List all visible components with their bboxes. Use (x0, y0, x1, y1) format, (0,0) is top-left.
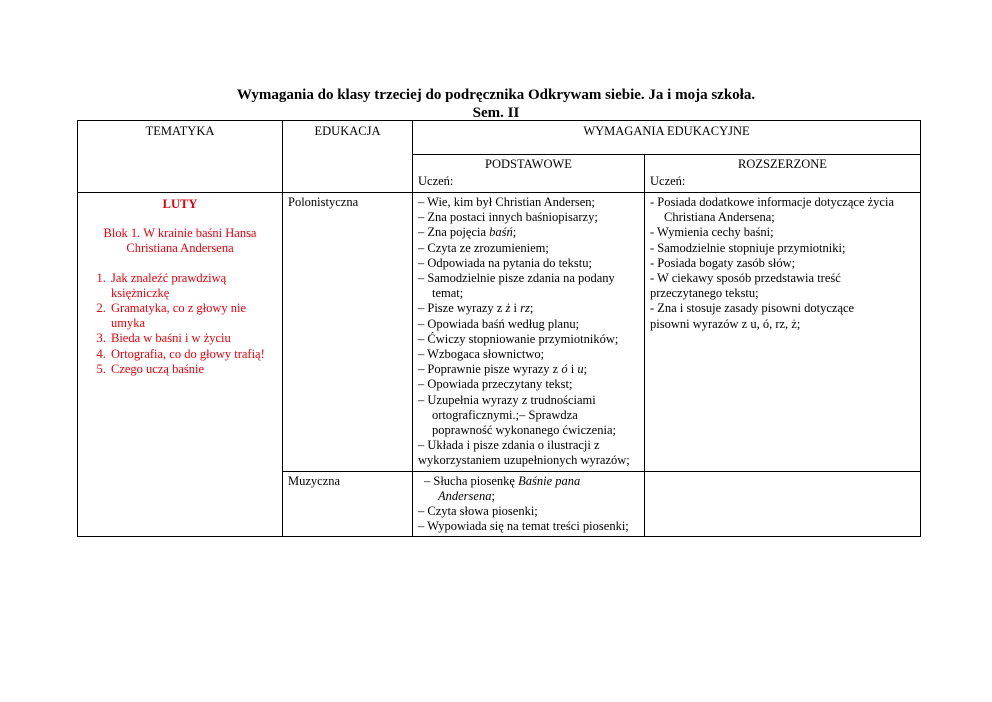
list-item: – Samodzielnie pisze zdania na podany temat; (418, 271, 615, 301)
topic-item: 2. Gramatyka, co z głowy nie umyka (109, 301, 277, 331)
text-line: przeczytanego tekstu; (650, 286, 759, 301)
podstawowe-list-muzyczna (418, 474, 639, 504)
podstawowe-polonistyczna (413, 193, 645, 472)
document-title: Wymagania do klasy trzeciej do podręcznika Odkrywam siebie. Ja i moja szkoła. (236, 87, 756, 103)
block-title: Blok 1. W krainie baśni Hansa Christiana Andersena (103, 226, 257, 256)
list-item: – Zna pojęcia baśń; (418, 225, 517, 240)
rozszerzone-polonistyczna (645, 193, 921, 472)
list-item-last: – Układa i pisze zdania o ilustracji z wykorzystaniem uzupełnionych wyrazów; (418, 438, 630, 468)
topic-item: 3. Bieda w baśni i w życiu (109, 331, 277, 346)
list-item: – Odpowiada na pytania do tekstu; (418, 255, 592, 270)
list-item: – Opowiada przeczytany tekst; (418, 377, 573, 392)
rozszerzone-muzyczna (645, 471, 921, 537)
header-tematyka-spacer (78, 155, 283, 193)
list-item: – Poprawnie pisze wyrazy z ó i u; (418, 362, 588, 377)
header-wymagania: WYMAGANIA EDUKACYJNE (413, 121, 921, 155)
header-tematyka: TEMATYKA (78, 121, 283, 155)
list-item: – Wie, kim był Christian Andersen; (418, 195, 596, 209)
edukacja-polonistyczna: Polonistyczna (283, 193, 413, 472)
header-podstawowe: PODSTAWOWE (485, 157, 572, 171)
header-podstawowe-cell (413, 155, 645, 193)
uczen-label-rozszerzone: Uczeń: (650, 174, 686, 189)
edukacja-muzyczna: Muzyczna (283, 471, 413, 537)
podstawowe-list-polonistyczna (418, 195, 639, 438)
list-item: – Opowiada baśń według planu; (418, 316, 580, 331)
podstawowe-list-muzyczna-rest (418, 504, 639, 534)
semester-title: Sem. II (472, 105, 520, 121)
list-item: – Ćwiczy stopniowanie przymiotników; (418, 331, 619, 346)
list-item: - Posiada bogaty zasób słów; (650, 255, 796, 270)
topic-item: 5. Czego uczą baśnie (109, 362, 277, 377)
list-item: - Posiada dodatkowe informacje dotyczące życia Christiana Andersena; (650, 195, 894, 225)
topic-item: 4. Ortografia, co do głowy trafią! (109, 347, 277, 362)
header-rozszerzone: ROZSZERZONE (738, 157, 827, 171)
list-item: - Samodzielnie stopniuje przymiotniki; (650, 240, 846, 255)
rozszerzone-list-polonistyczna (650, 195, 915, 286)
list-item: – Uzupełnia wyrazy z trudnościami ortograficznymi.;– Sprawdza poprawność wykonanego ćwiczenia; (418, 392, 616, 438)
month-label: LUTY (162, 197, 198, 211)
header-edukacja: EDUKACJA (283, 121, 413, 155)
requirements-table (77, 120, 921, 537)
text-line: pisowni wyrazów z u, ó, rz, ż; (650, 316, 801, 331)
header-edukacja-spacer (283, 155, 413, 193)
tematyka-cell (78, 193, 283, 537)
podstawowe-muzyczna (413, 471, 645, 537)
list-item: – Zna postaci innych baśniopisarzy; (418, 210, 598, 225)
list-item: - W ciekawy sposób przedstawia treść (650, 271, 841, 286)
list-item: – Wypowiada się na temat treści piosenki; (418, 519, 629, 534)
list-item: – Wzbogaca słownictwo; (418, 347, 545, 362)
header-rozszerzone-cell (645, 155, 921, 193)
topic-item: 1. Jak znaleźć prawdziwą księżniczkę (109, 271, 277, 301)
list-item: – Pisze wyrazy z ż i rz; (418, 301, 534, 316)
topics-list (83, 271, 277, 377)
uczen-label-podstawowe: Uczeń: (418, 174, 454, 189)
list-item: - Wymienia cechy baśni; (650, 225, 774, 240)
list-item: – Czyta ze zrozumieniem; (418, 240, 549, 255)
list-item: – Czyta słowa piosenki; (418, 504, 538, 519)
list-item: – Słucha piosenkę Baśnie pana Andersena; (424, 473, 581, 503)
text-line: - Zna i stosuje zasady pisowni dotyczące (650, 301, 855, 316)
